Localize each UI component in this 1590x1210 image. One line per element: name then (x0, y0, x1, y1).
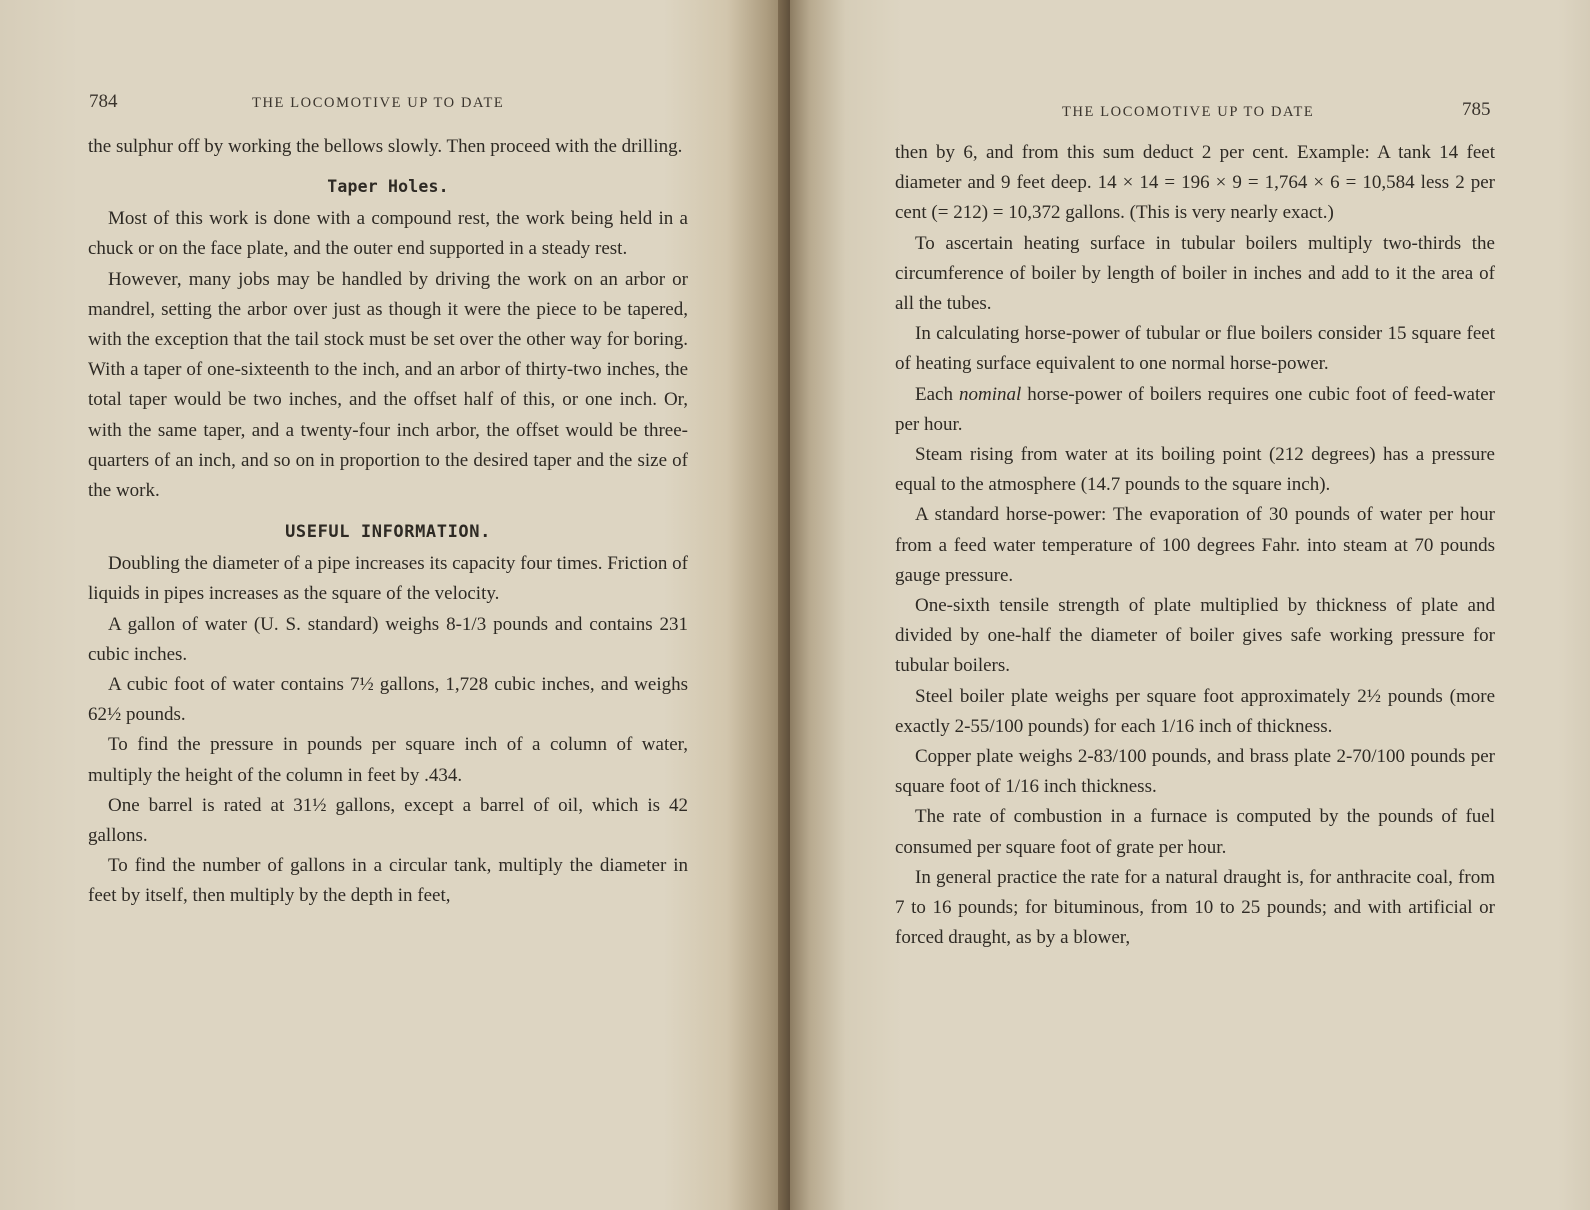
paragraph: In general practice the rate for a natural draught is, for anthracite coal, from 7 to 16 pounds; for bituminous, from 10 to 25 pounds; and with artificial or forced draught, as by a blower, (895, 866, 1495, 949)
paragraph: A gallon of water (U. S. standard) weighs 8-1/3 pounds and contains 231 cubic inches. (88, 613, 688, 665)
paragraph: Most of this work is done with a compound rest, the work being held in a chuck or on the face plate, and the outer end supported in a steady rest. (88, 208, 688, 260)
running-head: THE LOCOMOTIVE UP TO DATE (252, 95, 505, 111)
section-heading: USEFUL INFORMATION. (285, 522, 491, 543)
italic-term: nominal (958, 383, 1022, 405)
paragraph: the sulphur off by working the bellows slowly. Then proceed with the drilling. (88, 136, 683, 157)
page-body (895, 138, 1495, 953)
page-number: 785 (1462, 99, 1491, 120)
page-number: 784 (89, 91, 118, 112)
paragraph: One-sixth tensile strength of plate multiplied by thickness of plate and divided by one-half the diameter of boiler gives safe working pressure for tubular boilers. (895, 595, 1495, 677)
paragraph: The rate of combustion in a furnace is computed by the pounds of fuel consumed per square foot of grate per hour. (895, 806, 1495, 858)
paragraph: One barrel is rated at 31½ gallons, except a barrel of oil, which is 42 gallons. (88, 794, 688, 847)
paragraph: To find the pressure in pounds per square inch of a column of water, multiply the height of the column in feet by .434. (88, 734, 688, 786)
paragraph: Copper plate weighs 2-83/100 pounds, and brass plate 2-70/100 pounds per square foot of 1/16 inch thickness. (895, 746, 1495, 798)
paragraph: then by 6, and from this sum deduct 2 per cent. Example: A tank 14 feet diameter and 9 feet deep. 14 × 14 = 196 × 9 = 1,764 × 6 = 10,584 less 2 per cent (= 212) = 10,372 gallons. (This is very nearly exact.) (895, 142, 1495, 224)
page-body (88, 132, 688, 912)
left-page (0, 0, 790, 1210)
section-heading: Taper Holes. (327, 177, 449, 197)
paragraph: Steam rising from water at its boiling point (212 degrees) has a pressure equal to the atmosphere (14.7 pounds to the square inch). (895, 444, 1495, 496)
paragraph: To ascertain heating surface in tubular boilers multiply two-thirds the circumference of boiler by length of boiler in inches and add to it the area of all the tubes. (895, 232, 1495, 315)
paragraph: A cubic foot of water contains 7½ gallons, 1,728 cubic inches, and weighs 62½ pounds. (88, 674, 688, 726)
paragraph: Steel boiler plate weighs per square foot approximately 2½ pounds (more exactly 2-55/100 pounds) for each 1/16 inch of thickness. (895, 685, 1495, 737)
text-run: horse-power of boilers requires one cubic foot of feed-water per hour. (895, 383, 1496, 435)
paragraph: However, many jobs may be handled by driving the work on an arbor or mandrel, setting the arbor over just as though it were the piece to be tapered, with the exception that the tail stock must be set over the other way for boring. With a taper of one-sixteenth to the inch, and an arbor of thirty-two inches, the total taper would be two inches, and the offset half of this, or one inch. Or, with the same taper, and a twenty-four inch arbor, the offset would be three-quarters of an inch, and so on in proportion to the desired taper and the size of the work. (88, 268, 688, 502)
paragraph: Doubling the diameter of a pipe increases its capacity four times. Friction of liquids in pipes increases as the square of the velocity. (88, 553, 688, 605)
right-page (790, 0, 1590, 1210)
paragraph (895, 380, 1495, 440)
text-run: Each (915, 383, 959, 405)
paragraph: A standard horse-power: The evaporation of 30 pounds of water per hour from a feed water temperature of 100 degrees Fahr. into steam at 70 pounds gauge pressure. (895, 504, 1495, 586)
running-head: THE LOCOMOTIVE UP TO DATE (1062, 104, 1315, 120)
paragraph: To find the number of gallons in a circular tank, multiply the diameter in feet by itself, then multiply by the depth in feet, (88, 855, 688, 907)
paragraph: In calculating horse-power of tubular or flue boilers consider 15 square feet of heating surface equivalent to one normal horse-power. (895, 323, 1495, 375)
